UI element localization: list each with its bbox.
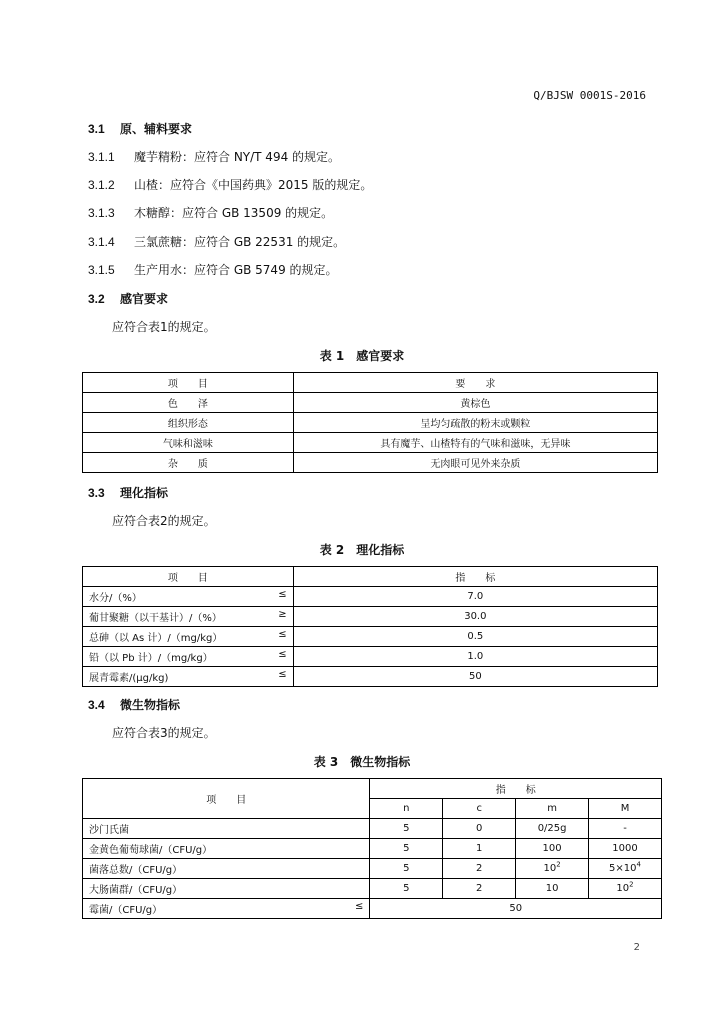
document-code: Q/BJSW 0001S-2016 xyxy=(533,89,646,102)
table-row xyxy=(83,587,658,607)
M-exponent: 4 xyxy=(636,860,641,869)
clause-number: 3.1.4 xyxy=(88,235,115,249)
table-header-row xyxy=(83,567,658,587)
header-cell: 要 求 xyxy=(293,373,657,393)
table-row xyxy=(83,433,658,453)
clause-number: 3.1.2 xyxy=(88,178,115,192)
M-cell xyxy=(589,879,662,899)
clause-number: 3.1.3 xyxy=(88,206,115,220)
requirement-cell: 具有魔芋、山楂特有的气味和滋味，无异味 xyxy=(293,433,657,453)
clause-text: 三氯蔗糖：应符合 GB 22531 的规定。 xyxy=(134,235,346,249)
c-cell: 2 xyxy=(443,859,516,879)
header-cell: 项 目 xyxy=(83,567,294,587)
page-number: 2 xyxy=(633,942,640,953)
c-cell: 0 xyxy=(443,819,516,839)
clause-3-1-3 xyxy=(88,204,333,221)
section-number: 3.1 xyxy=(88,122,105,136)
subheader-cell: m xyxy=(516,799,589,819)
clause-number: 3.1.1 xyxy=(88,150,115,164)
subheader-cell: c xyxy=(443,799,516,819)
comparison-symbol: ≤ xyxy=(355,901,364,912)
clause-text: 生产用水：应符合 GB 5749 的规定。 xyxy=(134,263,338,277)
item-cell xyxy=(83,607,294,627)
item-cell: 沙门氏菌 xyxy=(83,819,370,839)
table-row xyxy=(83,879,662,899)
section-3-3-heading xyxy=(88,484,168,501)
table-2-caption: 表 2 理化指标 xyxy=(319,543,405,557)
clause-3-1-1 xyxy=(88,148,340,165)
m-exponent: 2 xyxy=(556,860,561,869)
item-cell: 金黄色葡萄球菌/（CFU/g） xyxy=(83,839,370,859)
item-cell xyxy=(83,627,294,647)
subheader-cell: M xyxy=(589,799,662,819)
value-cell: 50 xyxy=(293,667,657,687)
M-base: 10 xyxy=(616,883,630,894)
table-header-row xyxy=(83,373,658,393)
M-base: 5×10 xyxy=(609,863,637,874)
clause-3-1-2 xyxy=(88,176,372,193)
comparison-symbol: ≤ xyxy=(278,669,287,680)
table-row xyxy=(83,607,658,627)
item-cell: 气味和滋味 xyxy=(83,433,294,453)
m-cell: 0/25g xyxy=(516,819,589,839)
requirement-cell: 黄棕色 xyxy=(293,393,657,413)
value-cell: 30.0 xyxy=(293,607,657,627)
section-title: 感官要求 xyxy=(120,292,169,306)
table-row xyxy=(83,413,658,433)
table-3-microbiological xyxy=(82,778,662,919)
comparison-symbol: ≤ xyxy=(278,649,287,660)
index-header-cell: 指 标 xyxy=(370,779,662,799)
item-label: 霉菌/（CFU/g） xyxy=(89,905,163,916)
m-cell: 10 xyxy=(516,879,589,899)
header-cell: 项 目 xyxy=(83,373,294,393)
item-cell: 组织形态 xyxy=(83,413,294,433)
table-row xyxy=(83,859,662,879)
section-title: 理化指标 xyxy=(120,486,169,500)
section-title: 原、辅料要求 xyxy=(120,122,193,136)
item-cell: 大肠菌群/（CFU/g） xyxy=(83,879,370,899)
item-cell: 色 泽 xyxy=(83,393,294,413)
table-row xyxy=(83,453,658,473)
table-row xyxy=(83,839,662,859)
clause-3-1-5 xyxy=(88,261,338,278)
value-cell: 1.0 xyxy=(293,647,657,667)
table-row xyxy=(83,819,662,839)
M-cell: 1000 xyxy=(589,839,662,859)
section-number: 3.4 xyxy=(88,698,105,712)
value-cell: 50 xyxy=(370,899,662,919)
M-cell: - xyxy=(589,819,662,839)
n-cell: 5 xyxy=(370,879,443,899)
item-cell xyxy=(83,899,370,919)
section-3-3-text: 应符合表2的规定。 xyxy=(112,514,216,528)
table-row xyxy=(83,667,658,687)
section-3-4-heading xyxy=(88,696,180,713)
m-cell xyxy=(516,859,589,879)
c-cell: 1 xyxy=(443,839,516,859)
value-cell: 0.5 xyxy=(293,627,657,647)
section-title: 微生物指标 xyxy=(120,698,181,712)
item-cell xyxy=(83,667,294,687)
section-3-2-text: 应符合表1的规定。 xyxy=(112,320,216,334)
table-header-row xyxy=(83,779,662,799)
item-label: 总砷（以 As 计）/（mg/kg） xyxy=(89,633,223,644)
table-row-mold xyxy=(83,899,662,919)
c-cell: 2 xyxy=(443,879,516,899)
section-3-1-heading xyxy=(88,120,192,137)
clause-number: 3.1.5 xyxy=(88,263,115,277)
clause-text: 山楂：应符合《中国药典》2015 版的规定。 xyxy=(134,178,373,192)
item-label: 铅（以 Pb 计）/（mg/kg） xyxy=(89,653,213,664)
value-cell: 7.0 xyxy=(293,587,657,607)
m-base: 10 xyxy=(543,863,557,874)
clause-text: 魔芋精粉：应符合 NY/T 494 的规定。 xyxy=(134,150,341,164)
section-3-2-heading xyxy=(88,290,168,307)
item-cell xyxy=(83,587,294,607)
item-cell: 杂 质 xyxy=(83,453,294,473)
table-1-sensory xyxy=(82,372,658,473)
M-cell xyxy=(589,859,662,879)
requirement-cell: 无肉眼可见外来杂质 xyxy=(293,453,657,473)
n-cell: 5 xyxy=(370,859,443,879)
subheader-cell: n xyxy=(370,799,443,819)
requirement-cell: 呈均匀疏散的粉末或颗粒 xyxy=(293,413,657,433)
clause-3-1-4 xyxy=(88,233,345,250)
item-label: 展青霉素/(μg/kg) xyxy=(89,673,169,684)
section-number: 3.3 xyxy=(88,486,105,500)
M-exponent: 2 xyxy=(629,880,634,889)
item-cell: 菌落总数/（CFU/g） xyxy=(83,859,370,879)
m-cell: 100 xyxy=(516,839,589,859)
table-row xyxy=(83,647,658,667)
section-number: 3.2 xyxy=(88,292,105,306)
n-cell: 5 xyxy=(370,839,443,859)
n-cell: 5 xyxy=(370,819,443,839)
table-2-physicochemical xyxy=(82,566,658,687)
comparison-symbol: ≥ xyxy=(278,609,287,620)
comparison-symbol: ≤ xyxy=(278,629,287,640)
item-cell xyxy=(83,647,294,667)
table-row xyxy=(83,627,658,647)
item-label: 葡甘聚糖（以干基计）/（%） xyxy=(89,613,222,624)
item-label: 水分/（%） xyxy=(89,593,142,604)
item-header-cell: 项 目 xyxy=(83,779,370,819)
comparison-symbol: ≤ xyxy=(278,589,287,600)
table-3-caption: 表 3 微生物指标 xyxy=(313,755,411,769)
table-1-caption: 表 1 感官要求 xyxy=(319,349,405,363)
clause-text: 木糖醇：应符合 GB 13509 的规定。 xyxy=(134,206,334,220)
table-row xyxy=(83,393,658,413)
header-cell: 指 标 xyxy=(293,567,657,587)
section-3-4-text: 应符合表3的规定。 xyxy=(112,726,216,740)
